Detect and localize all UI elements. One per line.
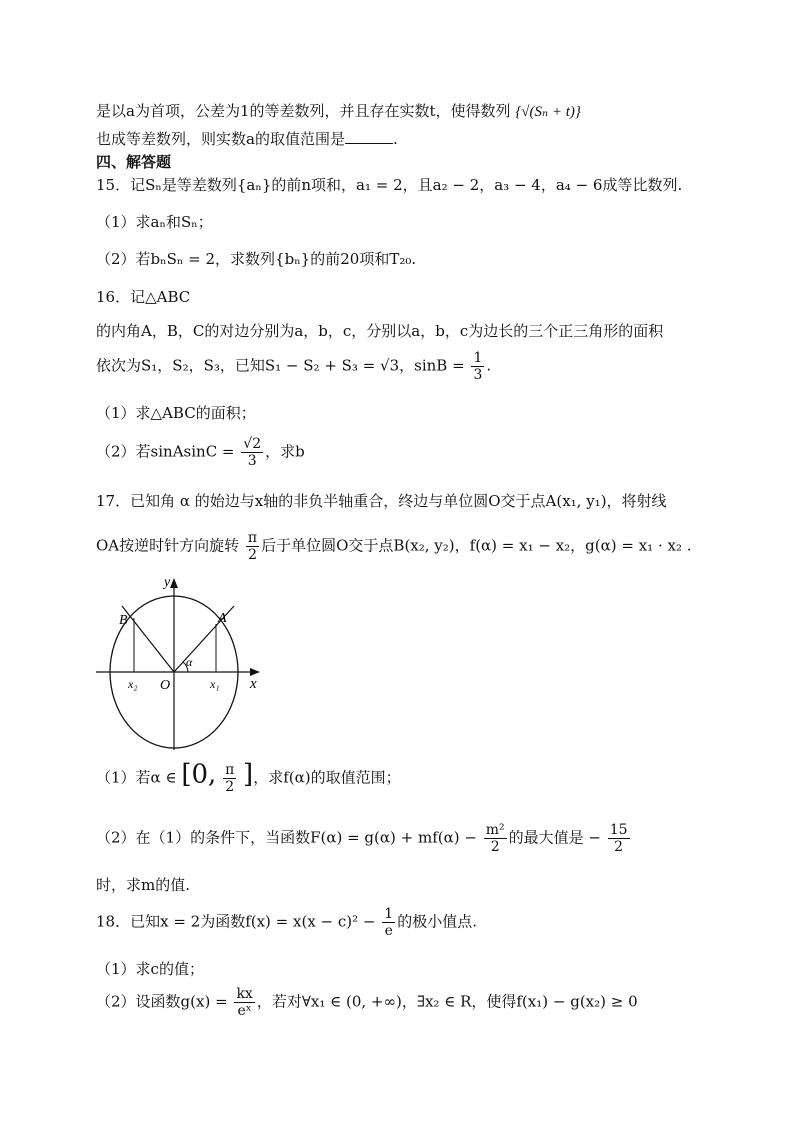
q17-part2: （2）在（1）的条件下，当函数F(α) = g(α) + mf(α) − $\frac{\text{m²}}{2}$ 的最大值是 − $\frac{15}{2}$	[96, 822, 628, 855]
fraction-kx-over-ex: $\frac{kx}{\text{eˣ}}$	[236, 986, 253, 1019]
q16-line3: 依次为S₁，S₂，S₃，已知S₁ − S₂ + S₃ = √3，sinB = $\frac{1}{3}$ .	[96, 350, 492, 383]
label-b: B	[119, 613, 128, 628]
label-x2: x₂	[128, 677, 138, 691]
fraction-pi-over-2: $\frac{\pi}{2}$	[247, 530, 258, 563]
q16-stem: 16．记△ABC	[96, 288, 191, 306]
y-axis-arrow	[170, 578, 178, 588]
fraction-one-third: $\frac{1}{3}$	[473, 350, 483, 383]
label-x1: x₁	[210, 677, 220, 691]
fraction-root2-over-3: $\frac{√2}{3}$	[243, 436, 262, 469]
fraction-15-over-2: $\frac{15}{2}$	[609, 822, 628, 855]
unit-circle-figure	[94, 572, 264, 752]
label-a: A	[218, 611, 227, 626]
label-y: y	[164, 575, 171, 590]
text-line-1	[96, 100, 581, 123]
label-x: x	[250, 676, 257, 692]
label-o: O	[160, 678, 171, 693]
label-alpha: α	[186, 655, 193, 669]
q16-part2: （2）若sinAsinC = $\frac{√2}{3}$ ，求b	[96, 436, 305, 469]
q16-line2: 的内角A，B，C的对边分别为a，b，c，分别以a，b，c为边长的三个正三角形的面积	[96, 322, 664, 340]
fraction-m2-over-2: $\frac{\text{m²}}{2}$	[485, 822, 505, 855]
q17-part1: （1）若α ∈ [0, $\frac{\pi}{2}$ ]，求f(α)的取值范围；	[96, 759, 401, 795]
q15-part2: （2）若bₙSₙ = 2，求数列{bₙ}的前20项和T₂₀.	[96, 250, 417, 268]
fraction-one-over-e: $\frac{1}{e}$	[384, 906, 394, 939]
q15-part1: （1）求aₙ和Sₙ；	[96, 213, 213, 231]
sequence-expression: {√(Sₙ + t)}	[515, 104, 581, 120]
answer-blank[interactable]	[345, 129, 393, 144]
q16-part1: （1）求△ABC的面积；	[96, 404, 256, 422]
q18-part1: （1）求c的值；	[96, 960, 204, 978]
line-1-text: 是以a为首项，公差为1的等差数列，并且存在实数t，使得数列	[96, 102, 511, 120]
q17-stem: 17．已知角 α 的始边与x轴的非负半轴重合，终边与单位圆O交于点A(x₁, y₁)，将射线	[96, 492, 667, 510]
fraction-pi-over-2-interval: $\frac{\pi}{2}$	[225, 762, 235, 795]
line-2-text: 也成等差数列，则实数a的取值范围是	[96, 130, 345, 148]
q18-part2: （2）设函数g(x) = $\frac{kx}{\text{eˣ}}$ ，若对∀x₁ ∈ (0, +∞)，∃x₂ ∈ R，使得f(x₁) − g(x₂) ≥ 0	[96, 986, 638, 1019]
q17-part2-end: 时，求m的值.	[96, 876, 190, 894]
x-axis-arrow	[250, 668, 260, 676]
text-line-2: 也成等差数列，则实数a的取值范围是 .	[96, 130, 398, 148]
q18-stem: 18．已知x = 2为函数f(x) = x(x − c)² − $\frac{1}{e}$ 的极小值点.	[96, 906, 477, 939]
q17-line2: OA按逆时针方向旋转 $\frac{\pi}{2}$ 后于单位圆O交于点B(x₂, y₂)，f(α) = x₁ − x₂，g(α) = x₁ · x₂ .	[96, 530, 692, 563]
q15-stem: 15．记Sₙ是等差数列{aₙ}的前n项和，a₁ = 2，且a₂ − 2，a₃ − 4，a₄ − 6成等比数列.	[96, 176, 683, 194]
ray-ob	[122, 606, 174, 672]
section-title: 四、解答题	[96, 153, 172, 171]
